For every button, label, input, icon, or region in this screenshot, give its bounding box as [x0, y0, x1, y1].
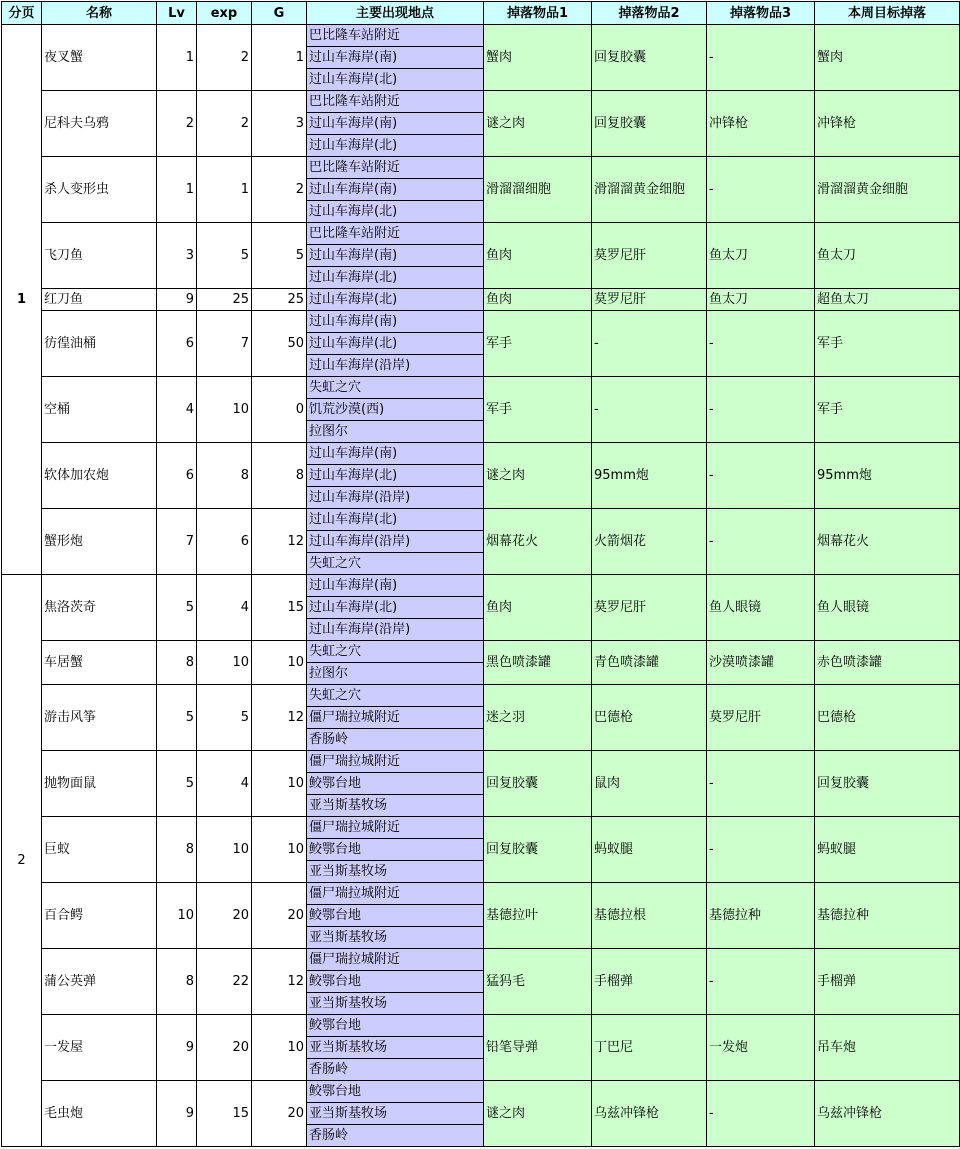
exp-cell[interactable]: 8 [197, 443, 252, 509]
location-cell[interactable]: 过山车海岸(北) [307, 289, 484, 311]
monster-name-cell[interactable]: 尼科夫乌鸦 [42, 91, 157, 157]
location-cell[interactable]: 僵尸瑞拉城附近 [307, 707, 484, 729]
gold-cell[interactable]: 10 [252, 817, 307, 883]
level-cell[interactable]: 8 [157, 641, 197, 685]
level-cell[interactable]: 7 [157, 509, 197, 575]
location-cell[interactable]: 过山车海岸(北) [307, 267, 484, 289]
drop2-cell[interactable]: - [592, 377, 707, 443]
header-page[interactable]: 分页 [2, 2, 42, 25]
drop3-cell[interactable]: - [707, 509, 815, 575]
exp-cell[interactable]: 20 [197, 883, 252, 949]
monster-name-cell[interactable]: 蟹形炮 [42, 509, 157, 575]
exp-cell[interactable]: 10 [197, 641, 252, 685]
drop3-cell[interactable]: - [707, 1081, 815, 1147]
location-cell[interactable]: 过山车海岸(北) [307, 597, 484, 619]
exp-cell[interactable]: 20 [197, 1015, 252, 1081]
exp-cell[interactable]: 5 [197, 685, 252, 751]
location-cell[interactable]: 饥荒沙漠(西) [307, 399, 484, 421]
location-cell[interactable]: 香肠岭 [307, 1059, 484, 1081]
location-cell[interactable]: 僵尸瑞拉城附近 [307, 751, 484, 773]
drop2-cell[interactable]: 青色喷漆罐 [592, 641, 707, 685]
drop2-cell[interactable]: 回复胶囊 [592, 91, 707, 157]
page-number-cell[interactable]: 1 [2, 25, 42, 575]
drop1-cell[interactable]: 谜之肉 [484, 443, 592, 509]
drop3-cell[interactable]: - [707, 311, 815, 377]
drop1-cell[interactable]: 铅笔导弹 [484, 1015, 592, 1081]
target-drop-cell[interactable]: 基德拉种 [815, 883, 960, 949]
drop2-cell[interactable]: 95mm炮 [592, 443, 707, 509]
drop1-cell[interactable]: 回复胶囊 [484, 817, 592, 883]
location-cell[interactable]: 鲛鄂台地 [307, 1015, 484, 1037]
location-cell[interactable]: 失虹之穴 [307, 377, 484, 399]
table-row [2, 311, 960, 333]
exp-cell[interactable]: 1 [197, 157, 252, 223]
monster-name-cell[interactable]: 飞刀鱼 [42, 223, 157, 289]
table-body [2, 25, 960, 1147]
drop1-cell[interactable]: 基德拉叶 [484, 883, 592, 949]
drop2-cell[interactable]: 丁巴尼 [592, 1015, 707, 1081]
header-drop3[interactable]: 掉落物品3 [707, 2, 815, 25]
target-drop-cell[interactable]: 巴德枪 [815, 685, 960, 751]
drop2-cell[interactable]: 莫罗尼肝 [592, 289, 707, 311]
table-row [2, 883, 960, 905]
monster-name-cell[interactable]: 抛物面鼠 [42, 751, 157, 817]
gold-cell[interactable]: 12 [252, 949, 307, 1015]
target-drop-cell[interactable]: 滑溜溜黄金细胞 [815, 157, 960, 223]
target-drop-cell[interactable]: 回复胶囊 [815, 751, 960, 817]
gold-cell[interactable]: 20 [252, 883, 307, 949]
monster-name-cell[interactable]: 毛虫炮 [42, 1081, 157, 1147]
level-cell[interactable]: 6 [157, 311, 197, 377]
table-row [2, 949, 960, 971]
monster-name-cell[interactable]: 一发屋 [42, 1015, 157, 1081]
gold-cell[interactable]: 1 [252, 25, 307, 91]
location-cell[interactable]: 失虹之穴 [307, 685, 484, 707]
table-row [2, 751, 960, 773]
table-row [2, 1081, 960, 1103]
header-drop2[interactable]: 掉落物品2 [592, 2, 707, 25]
table-row [2, 575, 960, 597]
location-cell[interactable]: 过山车海岸(南) [307, 47, 484, 69]
location-cell[interactable]: 过山车海岸(沿岸) [307, 487, 484, 509]
target-drop-cell[interactable]: 超鱼太刀 [815, 289, 960, 311]
location-cell[interactable]: 巴比隆车站附近 [307, 25, 484, 47]
monster-name-cell[interactable]: 游击风筝 [42, 685, 157, 751]
location-cell[interactable]: 巴比隆车站附近 [307, 91, 484, 113]
table-row [2, 377, 960, 399]
drop1-cell[interactable]: 回复胶囊 [484, 751, 592, 817]
location-cell[interactable]: 过山车海岸(沿岸) [307, 619, 484, 641]
monster-name-cell[interactable]: 巨蚁 [42, 817, 157, 883]
location-cell[interactable]: 过山车海岸(北) [307, 333, 484, 355]
gold-cell[interactable]: 10 [252, 641, 307, 685]
header-g[interactable]: G [252, 2, 307, 25]
drop3-cell[interactable]: - [707, 157, 815, 223]
gold-cell[interactable]: 15 [252, 575, 307, 641]
drop3-cell[interactable]: 莫罗尼肝 [707, 685, 815, 751]
target-drop-cell[interactable]: 军手 [815, 311, 960, 377]
drop3-cell[interactable]: 沙漠喷漆罐 [707, 641, 815, 685]
drop3-cell[interactable]: - [707, 377, 815, 443]
table-row [2, 817, 960, 839]
gold-cell[interactable]: 12 [252, 509, 307, 575]
level-cell[interactable]: 5 [157, 751, 197, 817]
location-cell[interactable]: 过山车海岸(北) [307, 509, 484, 531]
level-cell[interactable]: 6 [157, 443, 197, 509]
location-cell[interactable]: 过山车海岸(南) [307, 311, 484, 333]
drop1-cell[interactable]: 烟幕花火 [484, 509, 592, 575]
drop3-cell[interactable]: 鱼人眼镜 [707, 575, 815, 641]
monster-name-cell[interactable]: 软体加农炮 [42, 443, 157, 509]
exp-cell[interactable]: 10 [197, 377, 252, 443]
monster-name-cell[interactable]: 红刀鱼 [42, 289, 157, 311]
location-cell[interactable]: 亚当斯基牧场 [307, 1103, 484, 1125]
location-cell[interactable]: 鲛鄂台地 [307, 1081, 484, 1103]
drop1-cell[interactable]: 黑色喷漆罐 [484, 641, 592, 685]
level-cell[interactable]: 4 [157, 377, 197, 443]
target-drop-cell[interactable]: 赤色喷漆罐 [815, 641, 960, 685]
target-drop-cell[interactable]: 95mm炮 [815, 443, 960, 509]
table-row [2, 157, 960, 179]
target-drop-cell[interactable]: 吊车炮 [815, 1015, 960, 1081]
level-cell[interactable]: 1 [157, 157, 197, 223]
gold-cell[interactable]: 5 [252, 223, 307, 289]
table-row [2, 289, 960, 311]
drop2-cell[interactable]: 滑溜溜黄金细胞 [592, 157, 707, 223]
gold-cell[interactable]: 50 [252, 311, 307, 377]
header-exp[interactable]: exp [197, 2, 252, 25]
gold-cell[interactable]: 2 [252, 157, 307, 223]
header-name[interactable]: 名称 [42, 2, 157, 25]
table-row [2, 223, 960, 245]
drop2-cell[interactable]: 火箭烟花 [592, 509, 707, 575]
gold-cell[interactable]: 3 [252, 91, 307, 157]
drop2-cell[interactable]: 莫罗尼肝 [592, 223, 707, 289]
drop2-cell[interactable]: 回复胶囊 [592, 25, 707, 91]
drop2-cell[interactable]: 蚂蚁腿 [592, 817, 707, 883]
target-drop-cell[interactable]: 鱼人眼镜 [815, 575, 960, 641]
gold-cell[interactable]: 20 [252, 1081, 307, 1147]
location-cell[interactable]: 过山车海岸(南) [307, 113, 484, 135]
exp-cell[interactable]: 10 [197, 817, 252, 883]
drop1-cell[interactable]: 军手 [484, 311, 592, 377]
location-cell[interactable]: 巴比隆车站附近 [307, 157, 484, 179]
location-cell[interactable]: 亚当斯基牧场 [307, 861, 484, 883]
drop3-cell[interactable]: 基德拉种 [707, 883, 815, 949]
header-target[interactable]: 本周目标掉落 [815, 2, 960, 25]
drop1-cell[interactable]: 迷之羽 [484, 685, 592, 751]
table-row [2, 25, 960, 47]
target-drop-cell[interactable]: 鱼太刀 [815, 223, 960, 289]
location-cell[interactable]: 过山车海岸(南) [307, 245, 484, 267]
level-cell[interactable]: 9 [157, 289, 197, 311]
location-cell[interactable]: 香肠岭 [307, 729, 484, 751]
exp-cell[interactable]: 15 [197, 1081, 252, 1147]
exp-cell[interactable]: 5 [197, 223, 252, 289]
location-cell[interactable]: 过山车海岸(北) [307, 201, 484, 223]
table-row [2, 641, 960, 663]
gold-cell[interactable]: 12 [252, 685, 307, 751]
monster-name-cell[interactable]: 蒲公英弹 [42, 949, 157, 1015]
drop1-cell[interactable]: 谜之肉 [484, 91, 592, 157]
page-number-cell[interactable]: 2 [2, 575, 42, 1147]
gold-cell[interactable]: 10 [252, 1015, 307, 1081]
level-cell[interactable]: 9 [157, 1081, 197, 1147]
drop3-cell[interactable]: - [707, 751, 815, 817]
table-row [2, 1015, 960, 1037]
exp-cell[interactable]: 7 [197, 311, 252, 377]
gold-cell[interactable]: 0 [252, 377, 307, 443]
exp-cell[interactable]: 6 [197, 509, 252, 575]
table-row [2, 685, 960, 707]
table-row [2, 509, 960, 531]
level-cell[interactable]: 8 [157, 949, 197, 1015]
drop1-cell[interactable]: 鱼肉 [484, 575, 592, 641]
location-cell[interactable]: 巴比隆车站附近 [307, 223, 484, 245]
location-cell[interactable]: 僵尸瑞拉城附近 [307, 883, 484, 905]
target-drop-cell[interactable]: 烟幕花火 [815, 509, 960, 575]
exp-cell[interactable]: 4 [197, 751, 252, 817]
drop1-cell[interactable]: 鱼肉 [484, 289, 592, 311]
drop3-cell[interactable]: - [707, 949, 815, 1015]
header-lv[interactable]: Lv [157, 2, 197, 25]
target-drop-cell[interactable]: 蟹肉 [815, 25, 960, 91]
monster-drop-table [1, 1, 960, 1147]
drop1-cell[interactable]: 猛犸毛 [484, 949, 592, 1015]
gold-cell[interactable]: 8 [252, 443, 307, 509]
location-cell[interactable]: 拉图尔 [307, 421, 484, 443]
exp-cell[interactable]: 22 [197, 949, 252, 1015]
location-cell[interactable]: 亚当斯基牧场 [307, 993, 484, 1015]
drop3-cell[interactable]: - [707, 25, 815, 91]
drop2-cell[interactable]: - [592, 311, 707, 377]
location-cell[interactable]: 亚当斯基牧场 [307, 1037, 484, 1059]
location-cell[interactable]: 过山车海岸(南) [307, 443, 484, 465]
drop2-cell[interactable]: 莫罗尼肝 [592, 575, 707, 641]
level-cell[interactable]: 5 [157, 685, 197, 751]
level-cell[interactable]: 3 [157, 223, 197, 289]
drop2-cell[interactable]: 鼠肉 [592, 751, 707, 817]
drop1-cell[interactable]: 鱼肉 [484, 223, 592, 289]
drop2-cell[interactable]: 手榴弹 [592, 949, 707, 1015]
drop3-cell[interactable]: 冲锋枪 [707, 91, 815, 157]
gold-cell[interactable]: 25 [252, 289, 307, 311]
drop3-cell[interactable]: - [707, 443, 815, 509]
drop3-cell[interactable]: 鱼太刀 [707, 223, 815, 289]
location-cell[interactable]: 鲛鄂台地 [307, 971, 484, 993]
location-cell[interactable]: 过山车海岸(北) [307, 465, 484, 487]
location-cell[interactable]: 过山车海岸(南) [307, 179, 484, 201]
exp-cell[interactable]: 25 [197, 289, 252, 311]
header-row [2, 2, 960, 25]
drop1-cell[interactable]: 滑溜溜细胞 [484, 157, 592, 223]
drop3-cell[interactable]: 一发炮 [707, 1015, 815, 1081]
monster-name-cell[interactable]: 杀人变形虫 [42, 157, 157, 223]
exp-cell[interactable]: 2 [197, 25, 252, 91]
drop3-cell[interactable]: - [707, 817, 815, 883]
target-drop-cell[interactable]: 冲锋枪 [815, 91, 960, 157]
drop1-cell[interactable]: 谜之肉 [484, 1081, 592, 1147]
table-row [2, 91, 960, 113]
level-cell[interactable]: 2 [157, 91, 197, 157]
exp-cell[interactable]: 4 [197, 575, 252, 641]
location-cell[interactable]: 鲛鄂台地 [307, 905, 484, 927]
location-cell[interactable]: 失虹之穴 [307, 641, 484, 663]
drop3-cell[interactable]: 鱼太刀 [707, 289, 815, 311]
location-cell[interactable]: 亚当斯基牧场 [307, 795, 484, 817]
location-cell[interactable]: 亚当斯基牧场 [307, 927, 484, 949]
location-cell[interactable]: 香肠岭 [307, 1125, 484, 1147]
location-cell[interactable]: 过山车海岸(南) [307, 575, 484, 597]
location-cell[interactable]: 鲛鄂台地 [307, 773, 484, 795]
header-drop1[interactable]: 掉落物品1 [484, 2, 592, 25]
location-cell[interactable]: 过山车海岸(沿岸) [307, 531, 484, 553]
monster-name-cell[interactable]: 空桶 [42, 377, 157, 443]
level-cell[interactable]: 9 [157, 1015, 197, 1081]
location-cell[interactable]: 拉图尔 [307, 663, 484, 685]
drop1-cell[interactable]: 军手 [484, 377, 592, 443]
header-locations[interactable]: 主要出现地点 [307, 2, 484, 25]
level-cell[interactable]: 1 [157, 25, 197, 91]
location-cell[interactable]: 过山车海岸(北) [307, 69, 484, 91]
monster-name-cell[interactable]: 焦洛茨奇 [42, 575, 157, 641]
location-cell[interactable]: 僵尸瑞拉城附近 [307, 949, 484, 971]
monster-name-cell[interactable]: 夜叉蟹 [42, 25, 157, 91]
target-drop-cell[interactable]: 蚂蚁腿 [815, 817, 960, 883]
drop2-cell[interactable]: 基德拉根 [592, 883, 707, 949]
drop2-cell[interactable]: 乌兹冲锋枪 [592, 1081, 707, 1147]
monster-name-cell[interactable]: 彷徨油桶 [42, 311, 157, 377]
target-drop-cell[interactable]: 军手 [815, 377, 960, 443]
location-cell[interactable]: 过山车海岸(沿岸) [307, 355, 484, 377]
monster-name-cell[interactable]: 百合鳄 [42, 883, 157, 949]
location-cell[interactable]: 鲛鄂台地 [307, 839, 484, 861]
exp-cell[interactable]: 2 [197, 91, 252, 157]
target-drop-cell[interactable]: 手榴弹 [815, 949, 960, 1015]
level-cell[interactable]: 5 [157, 575, 197, 641]
drop2-cell[interactable]: 巴德枪 [592, 685, 707, 751]
monster-name-cell[interactable]: 车居蟹 [42, 641, 157, 685]
level-cell[interactable]: 8 [157, 817, 197, 883]
level-cell[interactable]: 10 [157, 883, 197, 949]
table-row [2, 443, 960, 465]
target-drop-cell[interactable]: 乌兹冲锋枪 [815, 1081, 960, 1147]
location-cell[interactable]: 僵尸瑞拉城附近 [307, 817, 484, 839]
location-cell[interactable]: 失虹之穴 [307, 553, 484, 575]
gold-cell[interactable]: 10 [252, 751, 307, 817]
location-cell[interactable]: 过山车海岸(北) [307, 135, 484, 157]
drop1-cell[interactable]: 蟹肉 [484, 25, 592, 91]
